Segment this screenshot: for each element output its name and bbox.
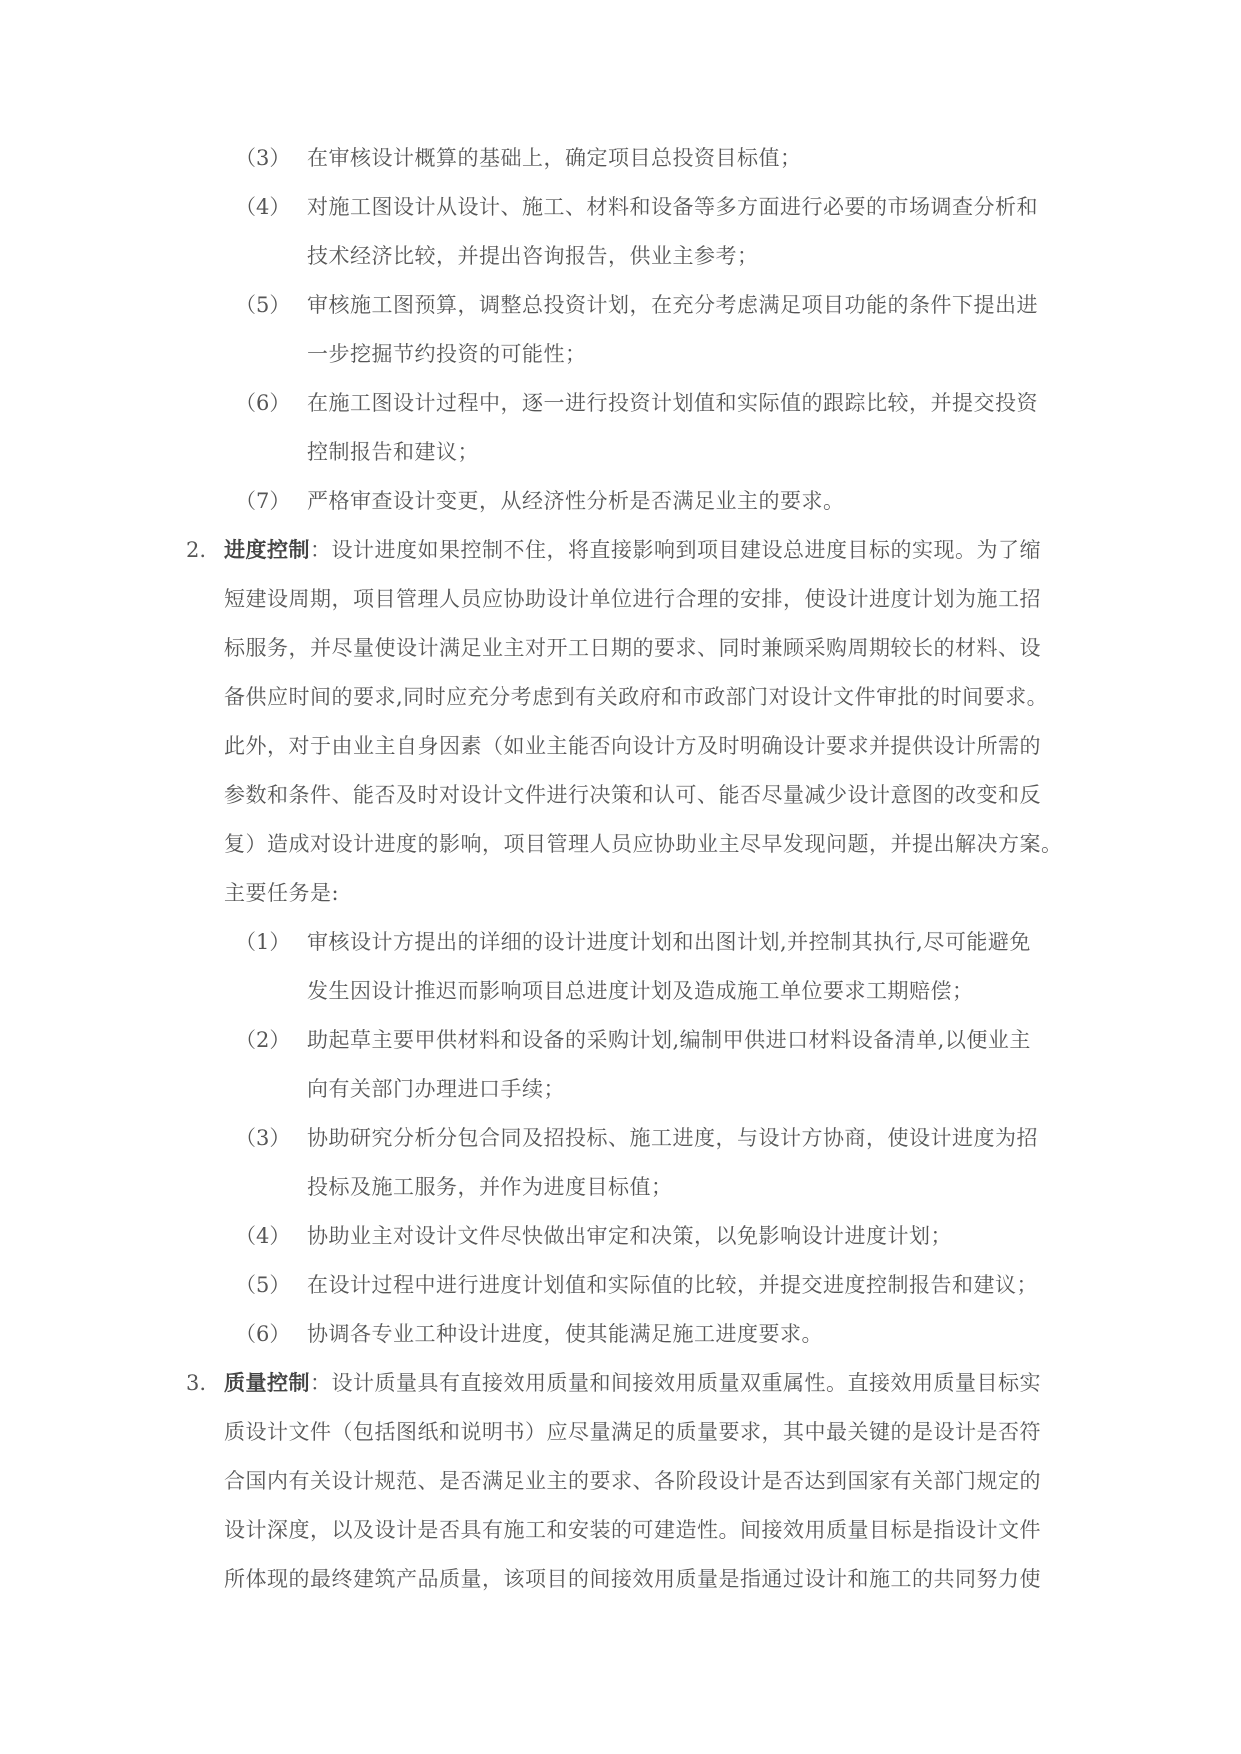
section-text: 所体现的最终建筑产品质量，该项目的间接效用质量是指通过设计和施工的共同努力使 bbox=[224, 1567, 1041, 1591]
item-text: 对施工图设计从设计、施工、材料和设备等多方面进行必要的市场调查分析和 bbox=[307, 195, 1038, 219]
section-text: 参数和条件、能否及时对设计文件进行决策和认可、能否尽量减少设计意图的改变和反 bbox=[224, 783, 1041, 807]
section-text: 短建设周期，项目管理人员应协助设计单位进行合理的安排，使设计进度计划为施工招 bbox=[224, 587, 1041, 611]
item-number: （4） bbox=[235, 195, 291, 219]
section-number: 3. bbox=[186, 1371, 207, 1395]
item-number: （5） bbox=[235, 293, 291, 317]
item-text: 审核施工图预算，调整总投资计划，在充分考虑满足项目功能的条件下提出进 bbox=[307, 293, 1038, 317]
section-title: 质量控制 bbox=[224, 1370, 310, 1395]
section-text: 质设计文件（包括图纸和说明书）应尽量满足的质量要求，其中最关键的是设计是否符 bbox=[224, 1420, 1041, 1444]
item-number: （1） bbox=[235, 930, 291, 954]
section-text: 备供应时间的要求,同时应充分考虑到有关政府和市政部门对设计文件审批的时间要求。 bbox=[224, 685, 1049, 709]
item-text: 协助业主对设计文件尽快做出审定和决策，以免影响设计进度计划； bbox=[307, 1224, 952, 1248]
item-text: 协助研究分析分包合同及招投标、施工进度，与设计方协商，使设计进度为招 bbox=[307, 1126, 1038, 1150]
item-text: 在设计过程中进行进度计划值和实际值的比较，并提交进度控制报告和建议； bbox=[307, 1273, 1038, 1297]
section-title: 进度控制 bbox=[224, 537, 310, 562]
item-number: （6） bbox=[235, 391, 291, 415]
item-text: 严格审查设计变更，从经济性分析是否满足业主的要求。 bbox=[307, 489, 845, 513]
item-text: 审核设计方提出的详细的设计进度计划和出图计划,并控制其执行,尽可能避免 bbox=[307, 930, 1031, 954]
item-text: 在审核设计概算的基础上，确定项目总投资目标值； bbox=[307, 146, 802, 170]
item-number: （5） bbox=[235, 1273, 291, 1297]
item-text: 控制报告和建议； bbox=[307, 440, 479, 464]
item-number: （4） bbox=[235, 1224, 291, 1248]
item-text: 协调各专业工种设计进度，使其能满足施工进度要求。 bbox=[307, 1322, 823, 1346]
item-number: （3） bbox=[235, 1126, 291, 1150]
item-text: 发生因设计推迟而影响项目总进度计划及造成施工单位要求工期赔偿； bbox=[307, 979, 974, 1003]
section-text: 标服务，并尽量使设计满足业主对开工日期的要求、同时兼顾采购周期较长的材料、设 bbox=[224, 636, 1041, 660]
item-text: 技术经济比较，并提出咨询报告，供业主参考； bbox=[307, 244, 759, 268]
section-text: 设计深度，以及设计是否具有施工和安装的可建造性。间接效用质量目标是指设计文件 bbox=[224, 1518, 1041, 1542]
section-text: ：设计质量具有直接效用质量和间接效用质量双重属性。直接效用质量目标实 bbox=[310, 1371, 1041, 1395]
section-text: 合国内有关设计规范、是否满足业主的要求、各阶段设计是否达到国家有关部门规定的 bbox=[224, 1469, 1041, 1493]
item-text: 一步挖掘节约投资的可能性； bbox=[307, 342, 587, 366]
section-text: ：设计进度如果控制不住，将直接影响到项目建设总进度目标的实现。为了缩 bbox=[310, 538, 1041, 562]
section-first-line bbox=[224, 1368, 1041, 1398]
section-text: 此外，对于由业主自身因素（如业主能否向设计方及时明确设计要求并提供设计所需的 bbox=[224, 734, 1041, 758]
section-text: 主要任务是: bbox=[224, 881, 340, 905]
item-number: （3） bbox=[235, 146, 291, 170]
item-number: （2） bbox=[235, 1028, 291, 1052]
item-text: 助起草主要甲供材料和设备的采购计划,编制甲供进口材料设备清单,以便业主 bbox=[307, 1028, 1031, 1052]
section-number: 2. bbox=[186, 538, 207, 562]
section-first-line bbox=[224, 535, 1041, 565]
item-text: 在施工图设计过程中，逐一进行投资计划值和实际值的跟踪比较，并提交投资 bbox=[307, 391, 1038, 415]
item-number: （6） bbox=[235, 1322, 291, 1346]
item-number: （7） bbox=[235, 489, 291, 513]
item-text: 投标及施工服务，并作为进度目标值； bbox=[307, 1175, 673, 1199]
item-text: 向有关部门办理进口手续； bbox=[307, 1077, 565, 1101]
section-text: 复）造成对设计进度的影响，项目管理人员应协助业主尽早发现问题，并提出解决方案。 bbox=[224, 832, 1063, 856]
